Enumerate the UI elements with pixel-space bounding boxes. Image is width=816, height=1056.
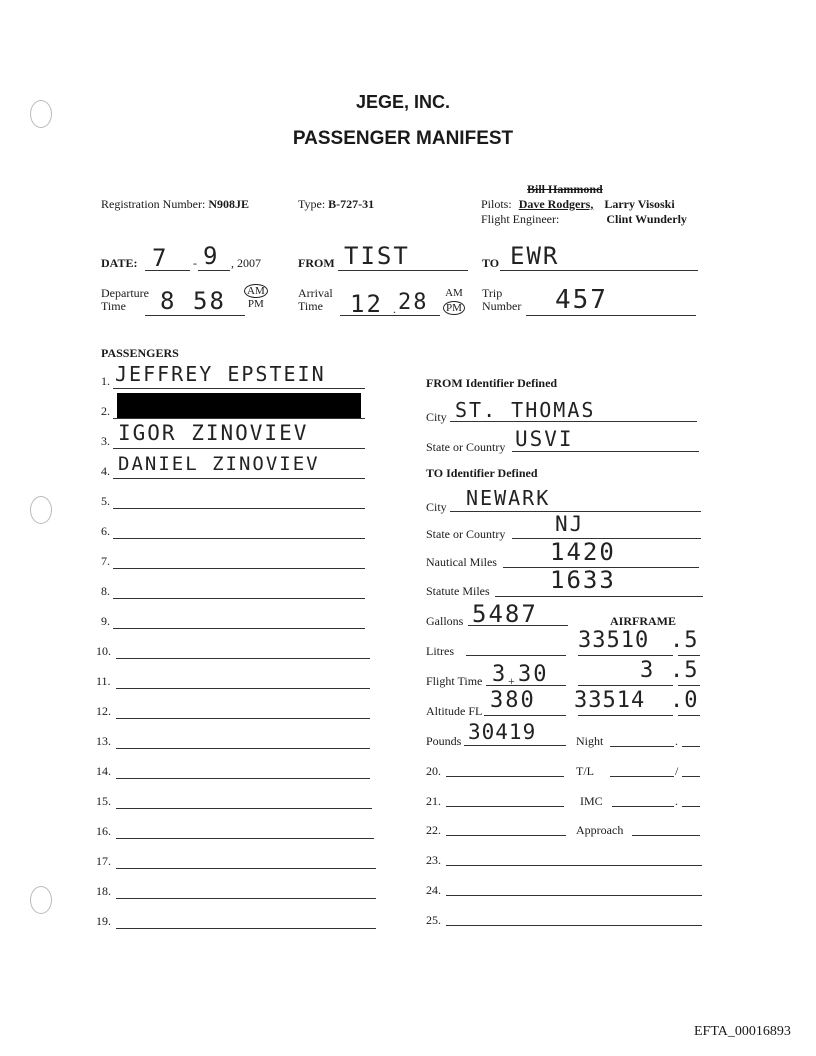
departure-label-line1: Departure — [101, 286, 149, 300]
departure-label-line2: Time — [101, 299, 126, 313]
date-month: 7 — [152, 244, 169, 272]
passenger-row-number: 19. — [96, 914, 111, 928]
departure-hour: 8 — [160, 287, 177, 315]
from-label: FROM — [298, 256, 335, 270]
binder-hole — [30, 886, 52, 914]
to-label: TO — [482, 256, 500, 270]
passenger-row-number: 3. — [101, 434, 110, 448]
registration-value: N908JE — [208, 197, 249, 211]
passengers-heading: PASSENGERS — [101, 346, 179, 360]
flight-time-label: Flight Time — [426, 674, 483, 688]
type-field — [298, 197, 374, 212]
flight-engineer-value: Clint Wunderly — [606, 212, 687, 226]
statute-miles-label: Statute Miles — [426, 584, 490, 598]
passenger-row-number: 5. — [101, 494, 110, 508]
passenger-row-number: 6. — [101, 524, 110, 538]
type-value: B-727-31 — [328, 197, 375, 211]
to-value: EWR — [510, 242, 560, 270]
to-state-label: State or Country — [426, 527, 506, 541]
registration-label: Registration Number: — [101, 197, 206, 211]
nautical-miles-label: Nautical Miles — [426, 555, 497, 569]
passenger-row-number: 4. — [101, 464, 110, 478]
passenger-row-number: 18. — [96, 884, 111, 898]
altitude-label: Altitude FL — [426, 704, 483, 718]
page-title: PASSENGER MANIFEST — [292, 128, 514, 149]
to-state-value: NJ — [555, 512, 585, 536]
departure-min: 58 — [193, 287, 226, 315]
flight-time-separator: + — [508, 674, 515, 688]
passenger-row-number: 16. — [96, 824, 111, 838]
passenger-name: JEFFREY EPSTEIN — [115, 362, 326, 386]
right-row-number: 21. — [426, 794, 441, 808]
imc-label: IMC — [580, 794, 603, 808]
flight-engineer-label: Flight Engineer: — [481, 212, 560, 226]
passenger-row-number: 1. — [101, 374, 110, 388]
trip-label-line2: Number — [482, 299, 522, 313]
airframe-value-1: 33510 — [578, 628, 650, 653]
from-city-value: ST. THOMAS — [455, 398, 596, 422]
arrival-label-line2: Time — [298, 299, 323, 313]
nautical-miles-value: 1420 — [550, 538, 616, 566]
statute-miles-value: 1633 — [550, 566, 616, 594]
airframe-value-1-decimal: .5 — [670, 628, 699, 653]
pilot-1: Dave Rodgers, — [518, 197, 594, 211]
flight-time-minutes: 30 — [518, 662, 549, 687]
from-value: TIST — [344, 242, 410, 270]
tl-label: T/L — [576, 764, 594, 778]
from-state-value: USVI — [515, 427, 574, 451]
airframe-value-3-decimal: .0 — [670, 688, 699, 713]
passenger-row-number: 2. — [101, 404, 110, 418]
to-city-value: NEWARK — [466, 486, 551, 510]
passenger-row-number: 10. — [96, 644, 111, 658]
right-row-number: 24. — [426, 883, 441, 897]
airframe-value-3: 33514 — [574, 688, 646, 713]
arrival-label — [298, 287, 333, 313]
arrival-hour: 12 — [350, 290, 383, 318]
passenger-row-number: 15. — [96, 794, 111, 808]
altitude-value: 380 — [490, 688, 536, 713]
pilot-2: Larry Visoski — [604, 197, 675, 211]
flight-time-hours: 3 — [492, 662, 508, 687]
registration-field — [101, 197, 249, 212]
passenger-row-number: 12. — [96, 704, 111, 718]
date-year: , 2007 — [231, 256, 261, 270]
gallons-label: Gallons — [426, 614, 464, 628]
passenger-row-number: 11. — [96, 674, 111, 688]
passenger-name: DANIEL ZINOVIEV — [118, 453, 320, 475]
pounds-label: Pounds — [426, 734, 462, 748]
arrival-pm-circled: PM — [443, 301, 465, 315]
airframe-value-2-decimal: .5 — [670, 658, 699, 683]
to-identifier-heading: TO Identifier Defined — [426, 466, 538, 480]
departure-label — [101, 287, 149, 313]
right-row-number: 20. — [426, 764, 441, 778]
passenger-row-number: 14. — [96, 764, 111, 778]
date-label: DATE: — [101, 256, 138, 270]
arrival-label-line1: Arrival — [298, 286, 333, 300]
airframe-value-2: 3 — [640, 658, 656, 683]
approach-label: Approach — [576, 823, 624, 837]
from-state-label: State or Country — [426, 440, 506, 454]
passenger-row-number: 13. — [96, 734, 111, 748]
litres-label: Litres — [426, 644, 454, 658]
departure-ampm — [244, 283, 268, 311]
right-row-number: 25. — [426, 913, 441, 927]
departure-pm: PM — [247, 298, 264, 310]
company-name: JEGE, INC. — [355, 92, 451, 112]
from-identifier-heading: FROM Identifier Defined — [426, 376, 558, 390]
night-label: Night — [576, 734, 604, 748]
document-id: EFTA_00016893 — [694, 1024, 791, 1039]
right-row-number: 23. — [426, 853, 441, 867]
trip-number: 457 — [555, 285, 608, 315]
type-label: Type: — [298, 197, 326, 211]
pilots-label: Pilots: — [481, 197, 512, 211]
date-day: 9 — [203, 242, 220, 270]
struck-pilot-name: Bill Hammond — [527, 182, 603, 196]
binder-hole — [30, 496, 52, 524]
flight-engineer-field — [481, 212, 687, 227]
trip-label-line1: Trip — [482, 286, 503, 300]
passenger-row-number: 9. — [101, 614, 110, 628]
passenger-name: IGOR ZINOVIEV — [118, 421, 309, 445]
right-row-number: 22. — [426, 823, 441, 837]
arrival-am: AM — [445, 287, 463, 299]
departure-am-circled: AM — [244, 284, 268, 298]
gallons-value: 5487 — [472, 600, 538, 628]
passenger-row-number: 7. — [101, 554, 110, 568]
date-sep: - — [193, 256, 197, 270]
passenger-row-number: 8. — [101, 584, 110, 598]
from-city-label: City — [426, 410, 447, 424]
arrival-min: 28 — [398, 290, 429, 315]
to-city-label: City — [426, 500, 447, 514]
airframe-heading: AIRFRAME — [610, 614, 676, 628]
pounds-value: 30419 — [468, 720, 537, 744]
pilots-field — [481, 197, 675, 212]
arrival-ampm — [443, 287, 465, 315]
passenger-row-number: 17. — [96, 854, 111, 868]
redaction-bar — [117, 393, 361, 418]
trip-label — [482, 287, 521, 313]
